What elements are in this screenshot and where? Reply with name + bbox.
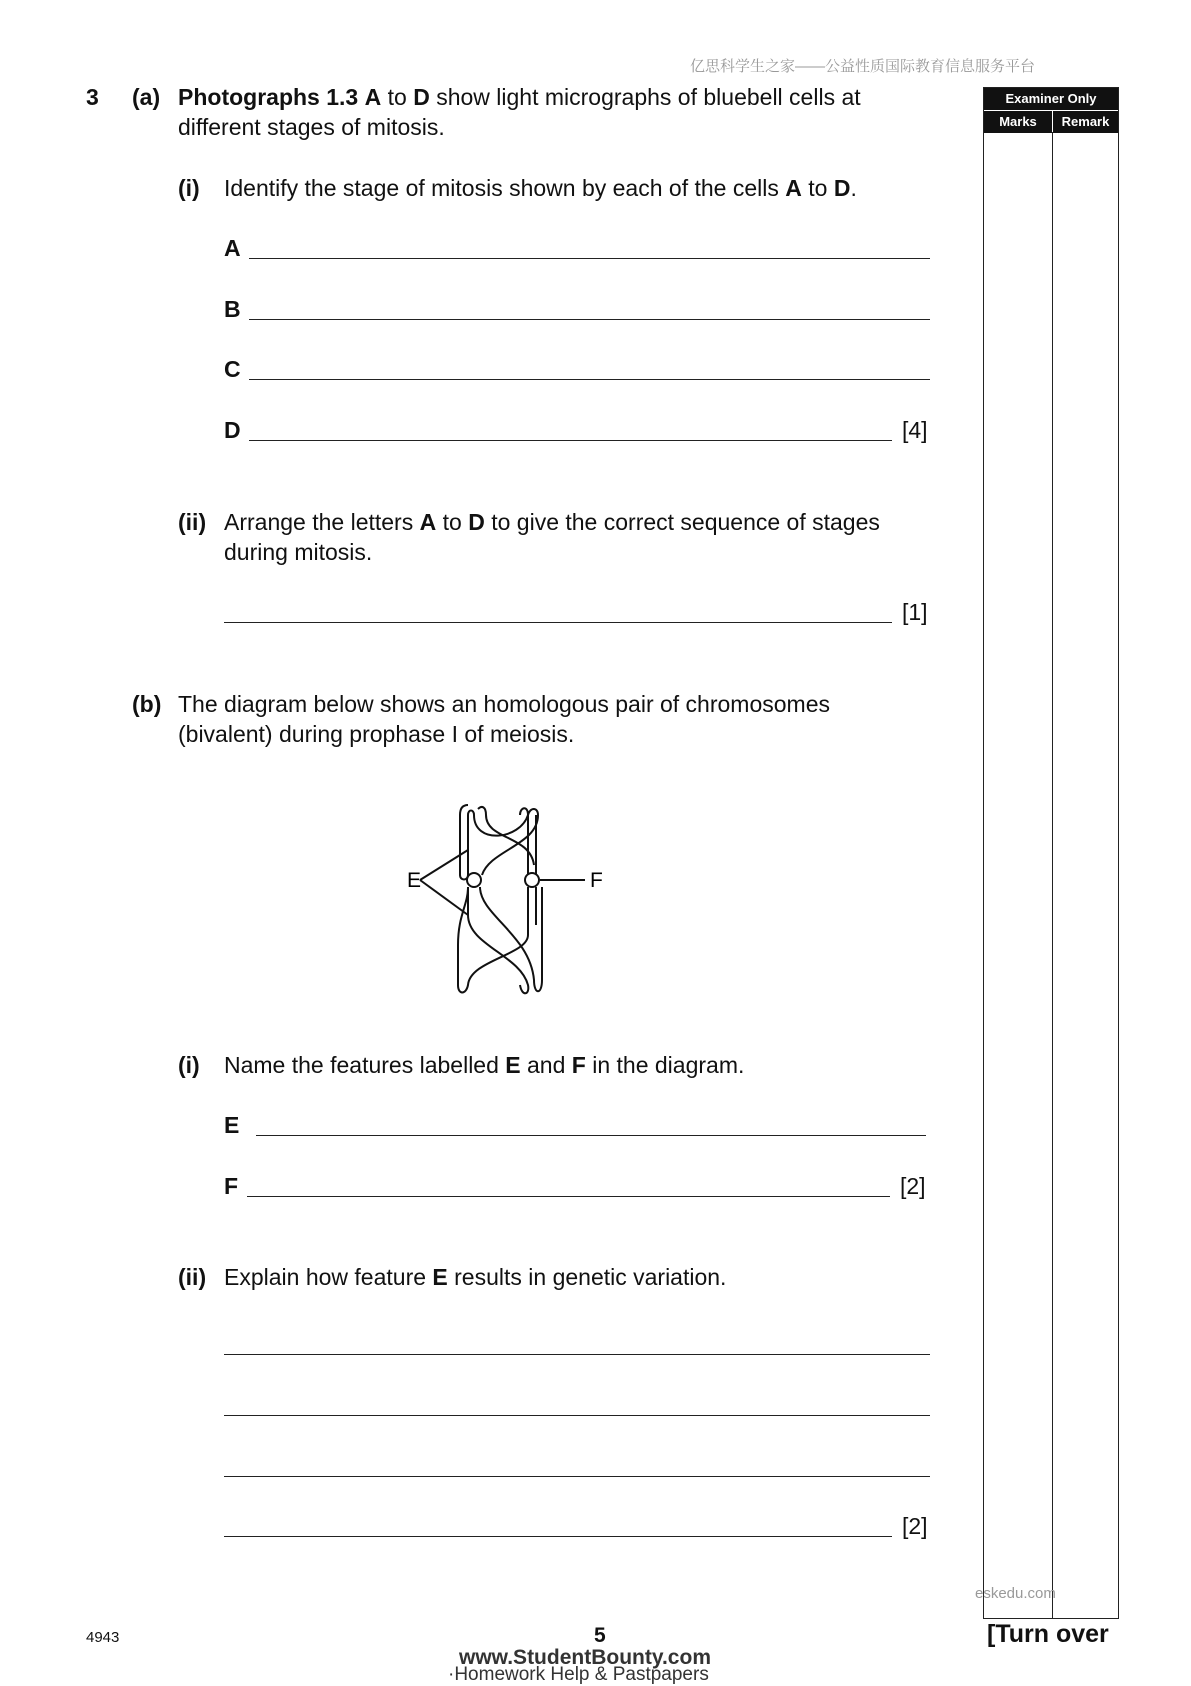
examiner-column xyxy=(983,87,1119,1619)
marks-divider xyxy=(1052,132,1053,1618)
part-b-intro: The diagram below shows an homologous pair of chromosomes xyxy=(178,691,830,717)
answer-line-explain-2[interactable] xyxy=(224,1415,930,1416)
footer-tagline: ·Homework Help & Pastpapers xyxy=(448,1664,709,1685)
answer-label-e: E xyxy=(224,1112,240,1138)
diagram-label-f: F xyxy=(590,869,603,892)
paper-code: 4943 xyxy=(86,1629,120,1646)
answer-label-d: D xyxy=(224,417,241,443)
answer-line-b[interactable] xyxy=(249,319,930,320)
marks-a-i: [4] xyxy=(902,417,928,443)
part-a-i-text: Identify the stage of mitosis shown by each of the cells A to D. xyxy=(224,175,857,201)
page-number: 5 xyxy=(594,1624,606,1647)
bivalent-diagram xyxy=(407,795,610,1005)
marks-b-i: [2] xyxy=(900,1173,926,1199)
answer-label-b: B xyxy=(224,296,241,322)
answer-label-c: C xyxy=(224,356,241,382)
marks-header: Marks xyxy=(984,111,1053,133)
watermark-top: 亿思科学生之家——公益性质国际教育信息服务平台 xyxy=(690,58,1036,75)
answer-line-sequence[interactable] xyxy=(224,622,892,623)
part-b-i-label: (i) xyxy=(178,1052,200,1078)
examiner-only-header: Examiner Only xyxy=(984,88,1118,110)
answer-line-explain-1[interactable] xyxy=(224,1354,930,1355)
part-b-ii-text: Explain how feature E results in genetic variation. xyxy=(224,1264,727,1290)
footer-site: www.StudentBounty.com xyxy=(459,1646,711,1669)
answer-line-a[interactable] xyxy=(249,258,930,259)
question-number: 3 xyxy=(86,84,99,110)
marks-a-ii: [1] xyxy=(902,599,928,625)
answer-line-explain-3[interactable] xyxy=(224,1476,930,1477)
part-b-intro-line2: (bivalent) during prophase I of meiosis. xyxy=(178,721,575,747)
answer-line-d[interactable] xyxy=(249,440,892,441)
answer-label-f: F xyxy=(224,1173,239,1199)
part-b-ii-label: (ii) xyxy=(178,1264,207,1290)
part-a-i-label: (i) xyxy=(178,175,200,201)
part-a-intro-line2: different stages of mitosis. xyxy=(178,114,445,140)
turn-over: [Turn over xyxy=(987,1620,1109,1648)
answer-line-e[interactable] xyxy=(256,1135,926,1136)
part-b-i-text: Name the features labelled E and F in the diagram. xyxy=(224,1052,745,1078)
part-b-label: (b) xyxy=(132,691,162,717)
part-a-ii-line2: during mitosis. xyxy=(224,539,373,565)
part-a-ii-label: (ii) xyxy=(178,509,207,535)
watermark-bottom: eskedu.com xyxy=(975,1585,1056,1602)
remark-header: Remark xyxy=(1053,111,1118,133)
part-a-ii-text: Arrange the letters A to D to give the correct sequence of stages xyxy=(224,509,880,535)
marks-b-ii: [2] xyxy=(902,1513,928,1539)
answer-line-f[interactable] xyxy=(247,1196,890,1197)
diagram-label-e: E xyxy=(407,869,422,892)
answer-label-a: A xyxy=(224,235,241,261)
answer-line-c[interactable] xyxy=(249,379,930,380)
answer-line-explain-4[interactable] xyxy=(224,1536,892,1537)
part-a-label: (a) xyxy=(132,84,161,110)
photographs-ref: Photographs 1.3 xyxy=(178,84,359,110)
part-a-intro: Photographs 1.3 A to D show light micrographs of bluebell cells at xyxy=(178,84,861,110)
